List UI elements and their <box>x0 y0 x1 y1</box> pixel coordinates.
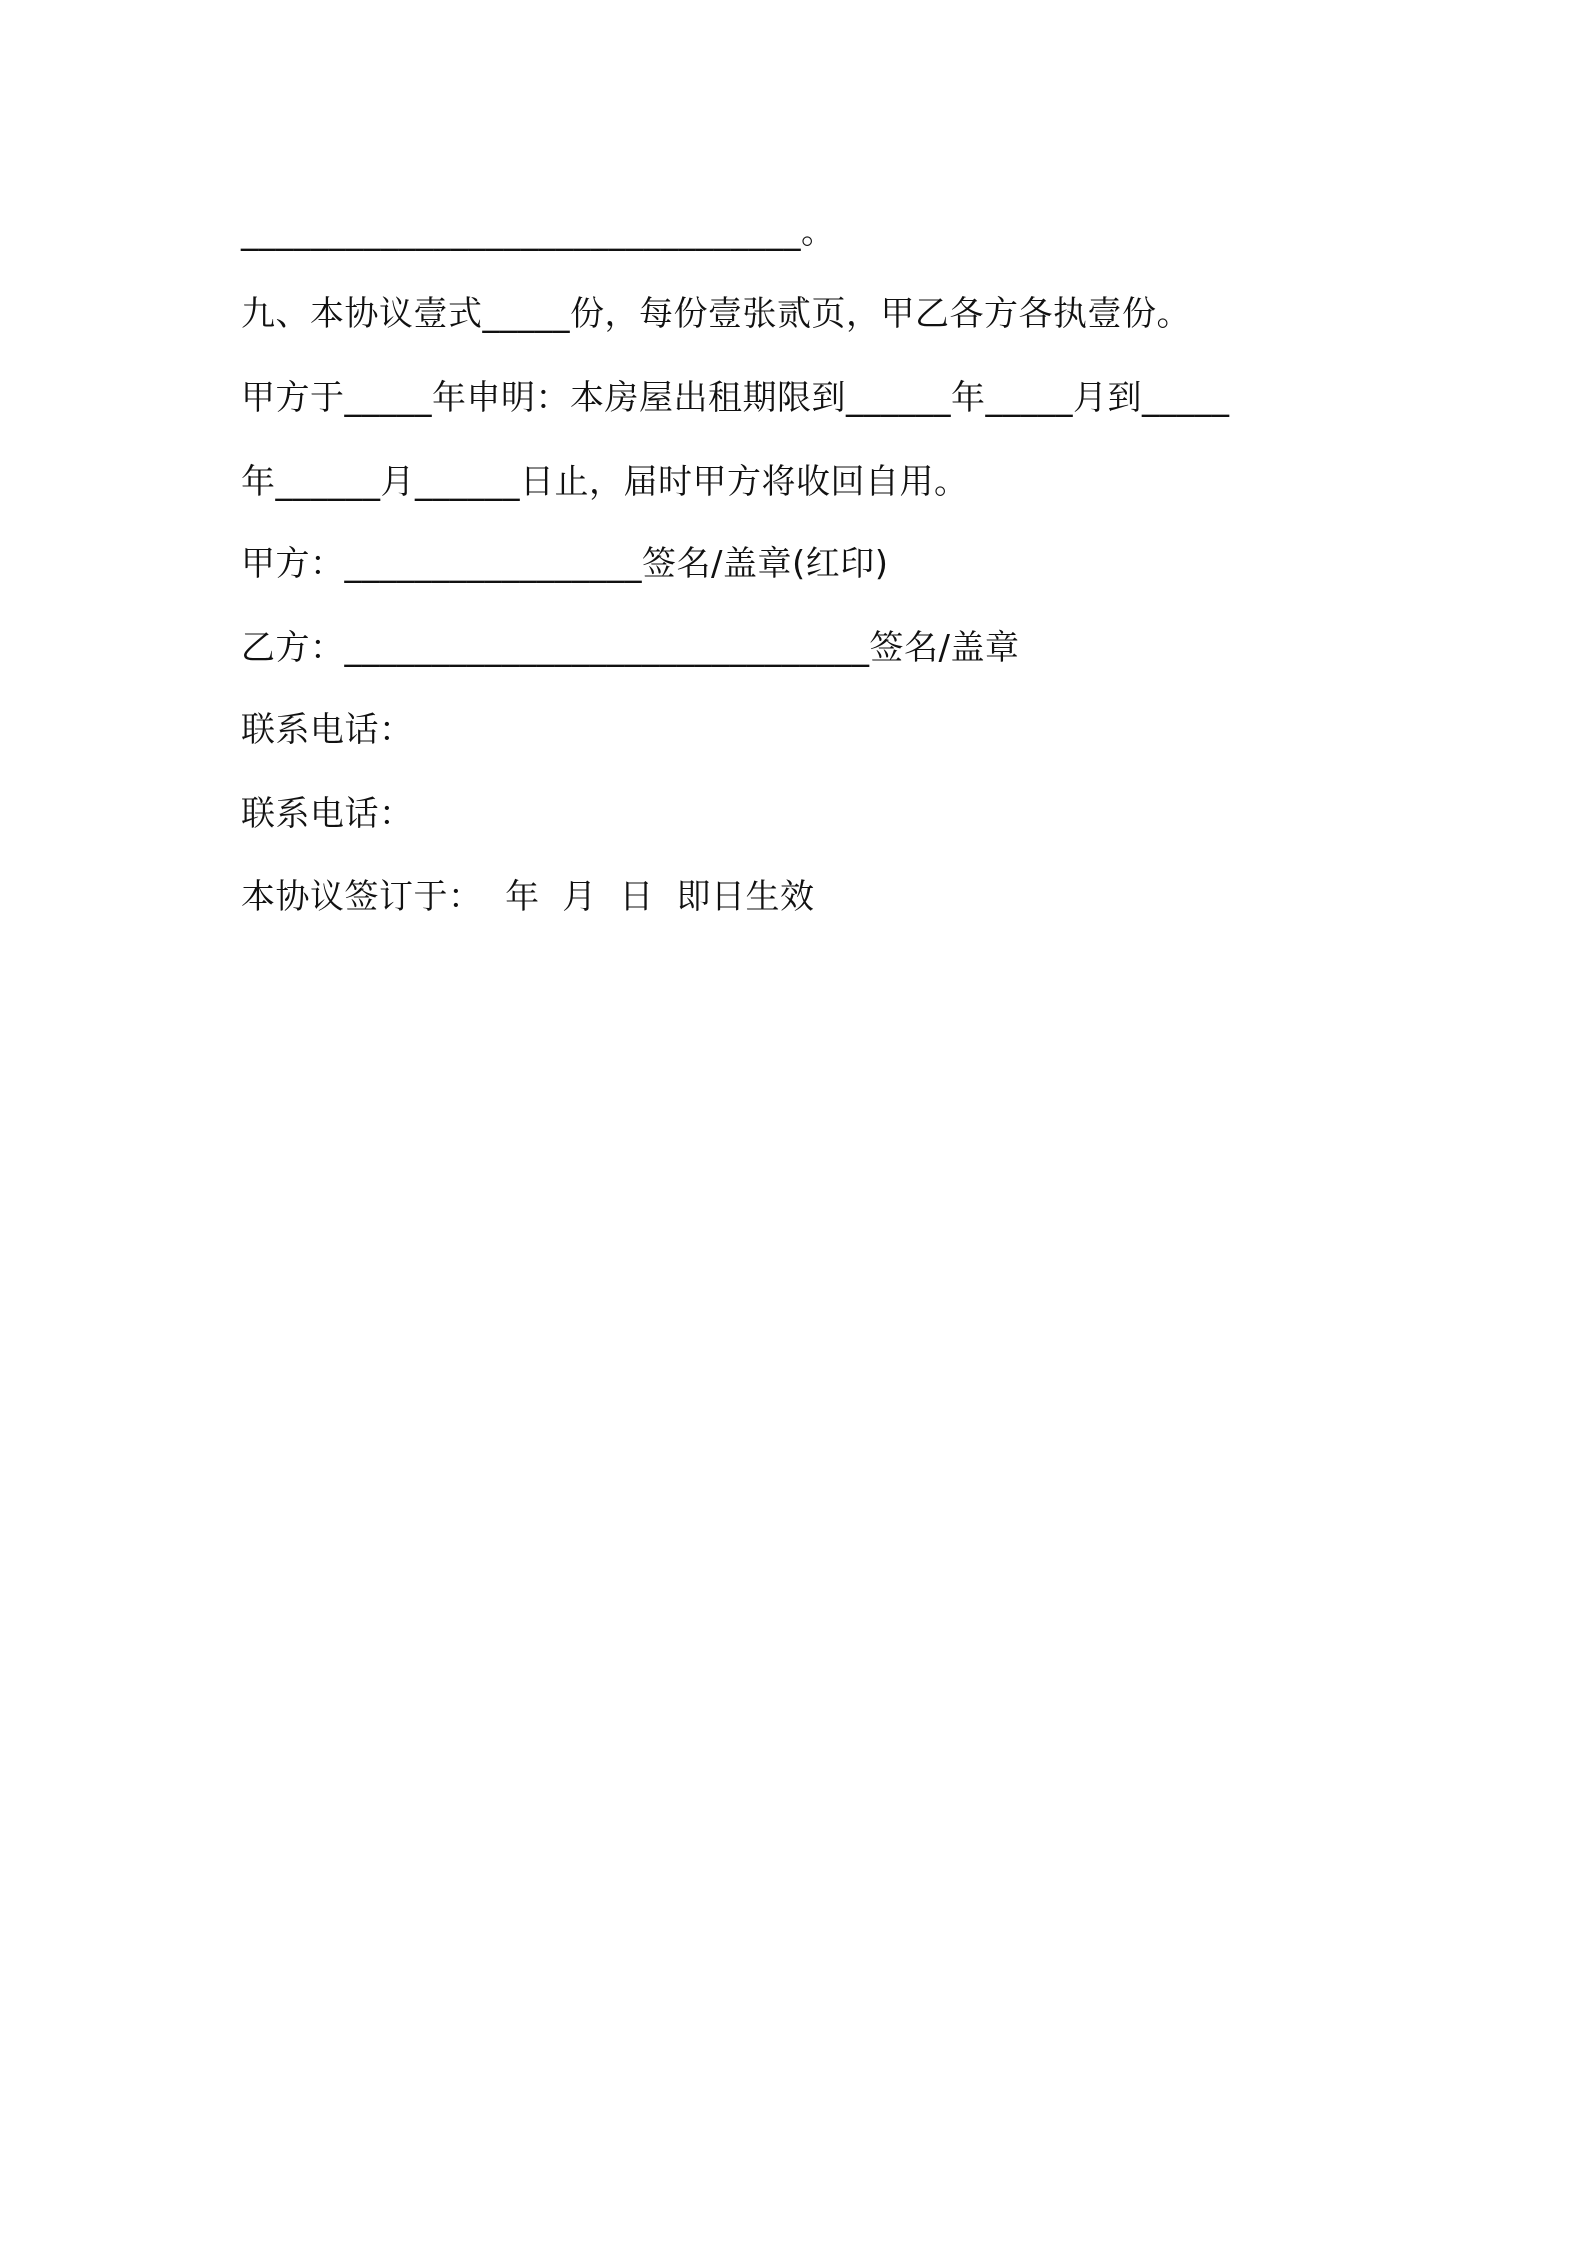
lease-term-end: 年______月______日止，届时甲方将收回自用。 <box>241 462 969 502</box>
party-a-signature: 甲方：_________________签名/盖章(红印) <box>241 544 889 584</box>
party-b-signature: 乙方：______________________________签名/盖章 <box>241 628 1020 668</box>
blank-line-end: ________________________________。 <box>241 212 836 252</box>
signing-date: 本协议签订于： 年 月 日 即日生效 <box>241 877 815 917</box>
party-a-phone: 联系电话： <box>241 710 414 750</box>
party-b-phone: 联系电话： <box>241 794 414 834</box>
clause-nine-copies: 九、本协议壹式_____份，每份壹张贰页，甲乙各方各执壹份。 <box>241 294 1191 334</box>
lease-term-declaration: 甲方于_____年申明：本房屋出租期限到______年_____月到_____ <box>241 378 1230 418</box>
